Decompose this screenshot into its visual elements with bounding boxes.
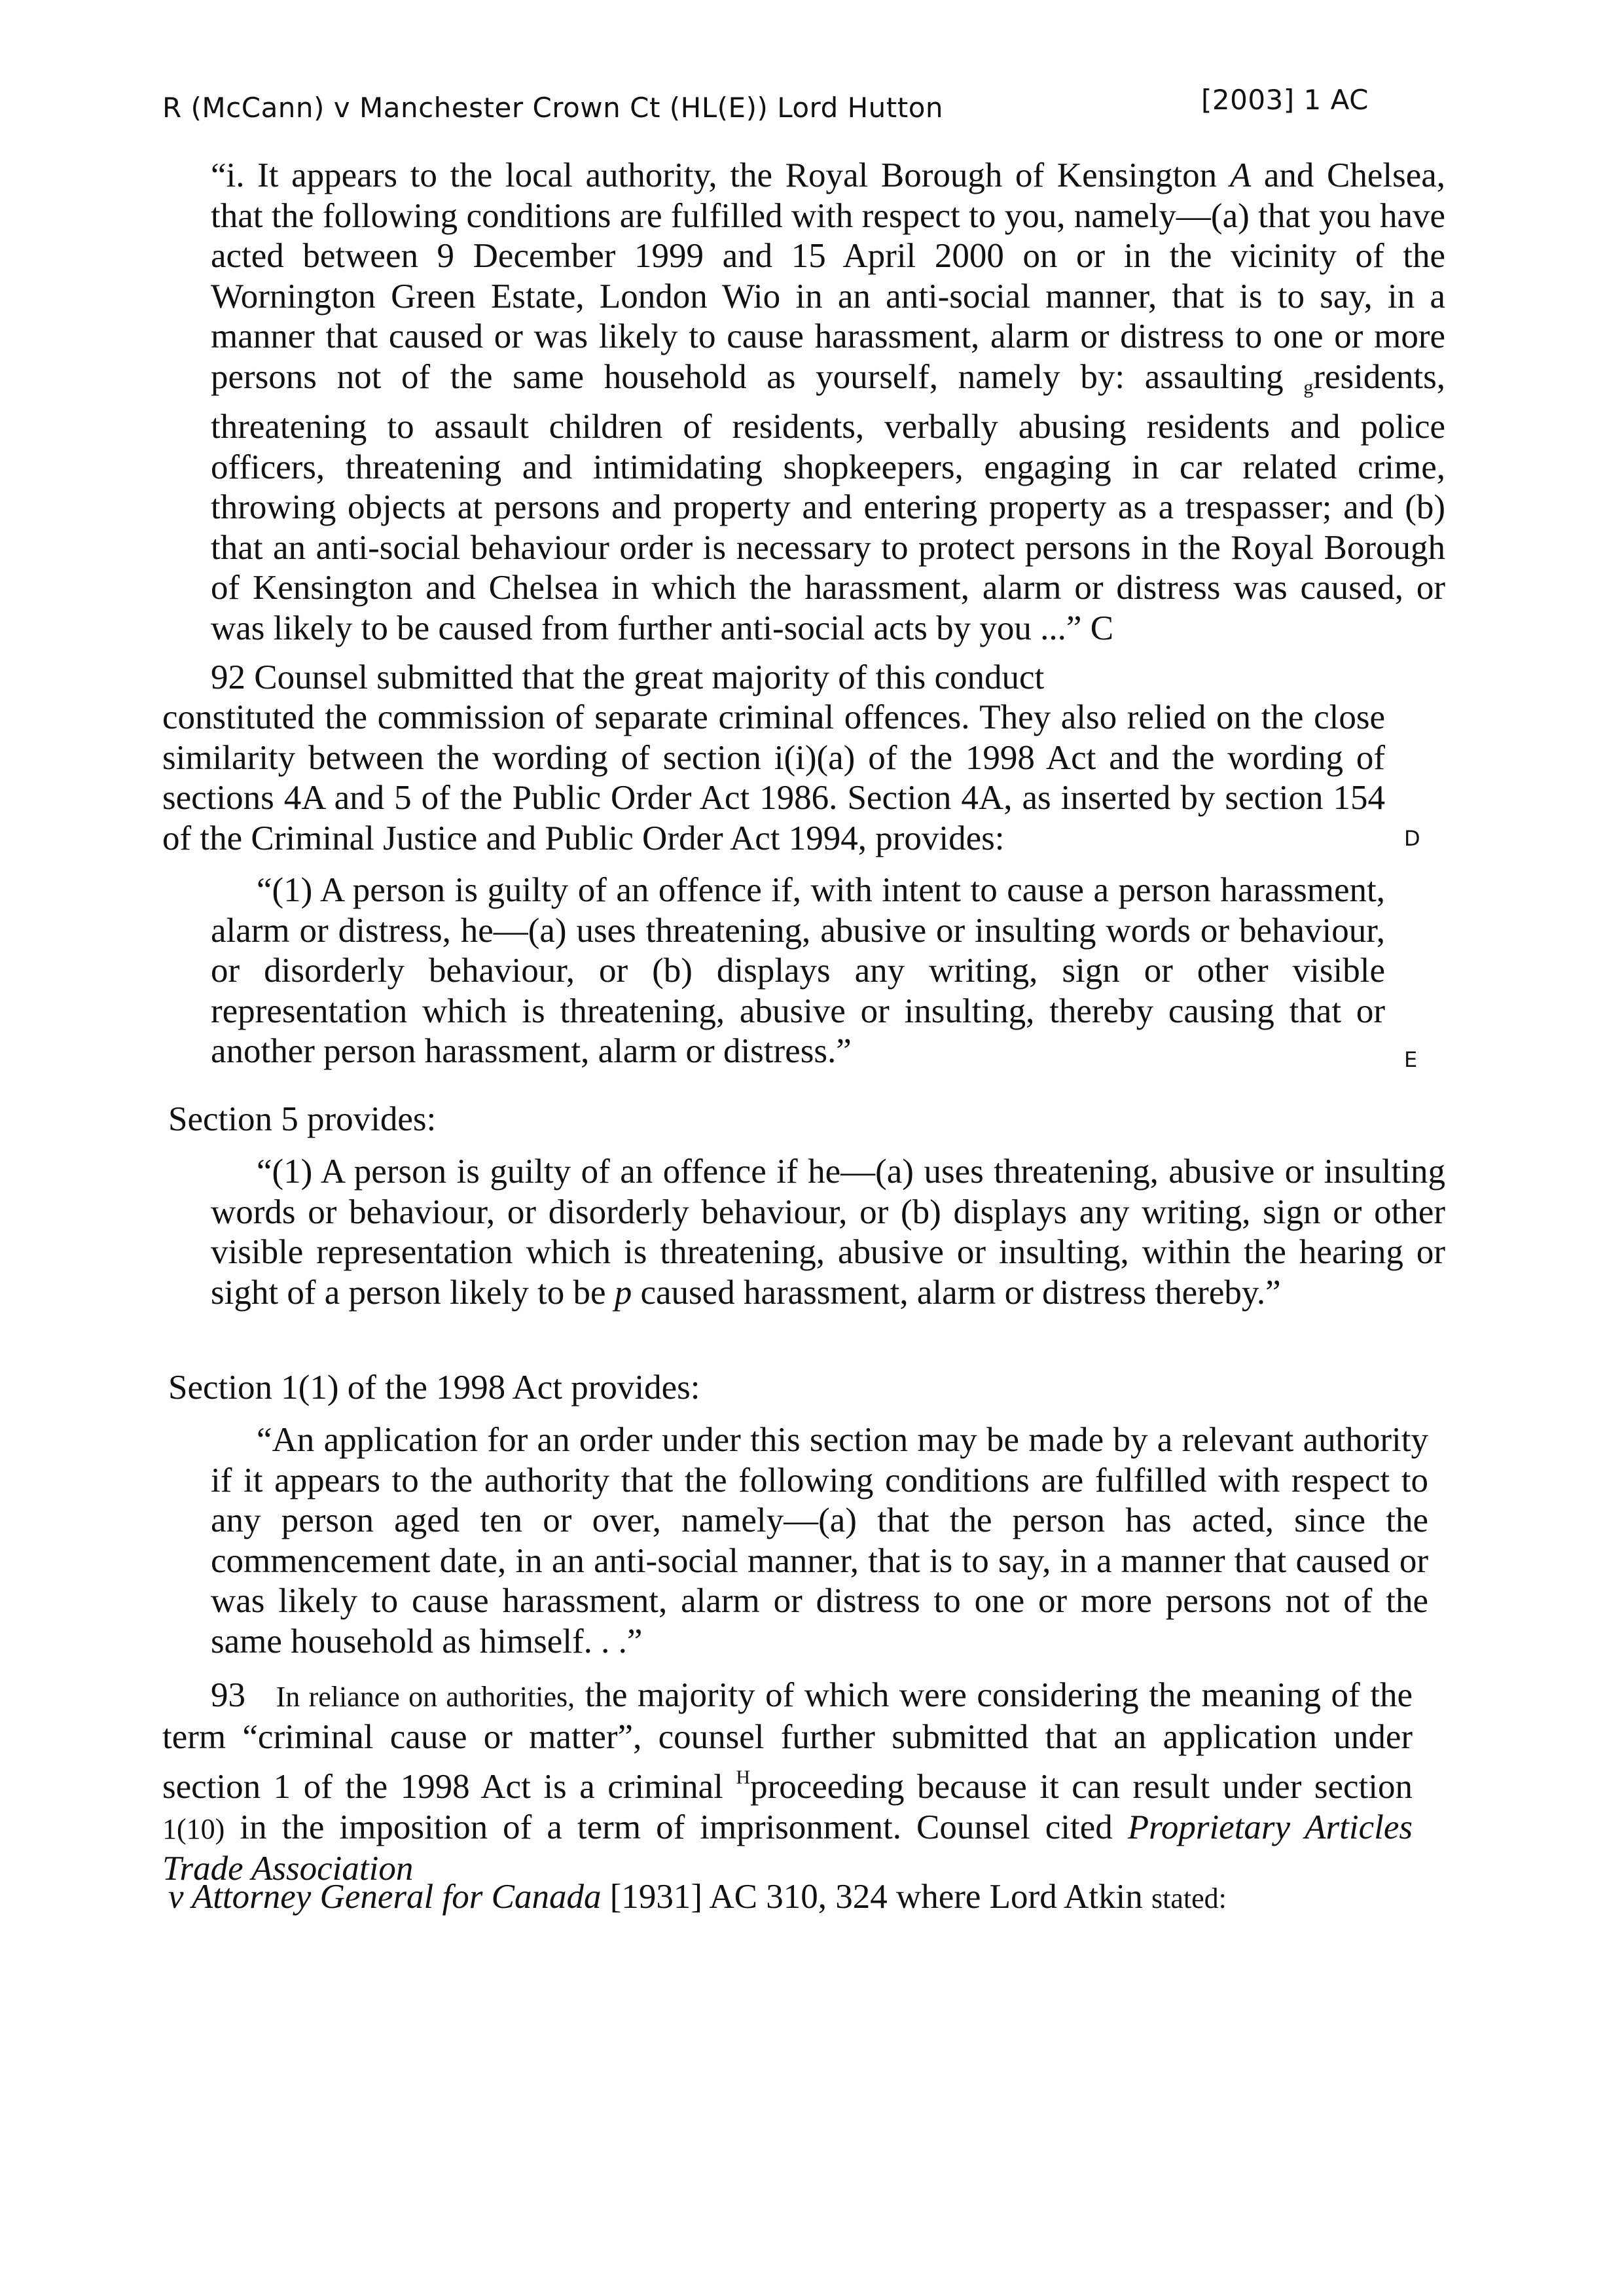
para-93-stated: stated:	[1151, 1882, 1227, 1914]
margin-marker-b: g	[1303, 376, 1314, 398]
section-5-quotation	[211, 1152, 1445, 1313]
section-5-text-1: “(1) A person is guilty of an offence if he—(a) uses threatening, abusive or insulting words or behaviour, or disorderly behaviour, or (b) displays any writing, sign or other visible representation which is threatening, abusive or insulting, within the hearing or sight of a person likely to be	[211, 1153, 1445, 1312]
margin-marker-p: p	[614, 1273, 632, 1312]
act-1998-quotation: “An application for an order under this section may be made by a relevant authority if it appears to the authority that the following conditions are fulfilled with respect to any person aged ten or over, namely—(a) that the person has acted, since the commencement date, in an anti-social manner, that is to say, in a manner that caused or was likely to cause harassment, alarm or distress to one or more persons not of the same household as himself. . .”	[211, 1421, 1428, 1660]
section-5-intro: Section 5 provides:	[168, 1100, 437, 1138]
notice-lead: “i. It appears to the local authority, the Royal Borough of Kensington	[211, 156, 1230, 194]
section-5-text-2: caused harassment, alarm or distress thereby.”	[632, 1273, 1281, 1312]
section-4a-quotation: “(1) A person is guilty of an offence if, with intent to cause a person harassment, alarm or distress, he—(a) uses threatening, abusive or insulting words or behaviour, or disorderly behaviour, or (b) displays any writing, sign or other visible representation which is threatening, abusive or insulting, thereby causing that or another person harassment, alarm or distress.”	[211, 871, 1385, 1070]
para-93-text-a: the majority of which were considering the meaning of the term “criminal cause or matter”, counsel further submitted that an application under section 1 of the 1998 Act is a criminal	[162, 1676, 1413, 1806]
para-93	[162, 1676, 1413, 1890]
para-93-text-c: in the imposition of a term of imprisonment. Counsel cited	[225, 1808, 1128, 1846]
notice-body-2: residents, threatening to assault children of residents, verbally abusing residents and police officers, threatening and intimidating shopkeepers, engaging in car related crime, throwing objects at persons and property and entering property as a trespasser; and (b) that an anti-social behaviour order is necessary to protect persons in the Royal Borough of Kensington and Chelsea in which the harassment, alarm or distress was caused, or was likely to be caused from further anti-social acts by you ...” C	[211, 357, 1445, 647]
margin-letter-d: D	[1404, 826, 1420, 851]
para-93-case-name: Proprietary Articles Trade Association	[162, 1808, 1413, 1888]
citation: [2003] 1 AC	[1201, 84, 1369, 116]
para-93-case-party: v Attorney General for Canada	[168, 1878, 602, 1916]
margin-marker-a: A	[1229, 156, 1252, 194]
para-93-citation-text: [1931] AC 310, 324 where Lord Atkin	[601, 1878, 1151, 1916]
notice-quotation	[211, 156, 1445, 649]
notice-body-1: and Chelsea, that the following conditions are fulfilled with respect to you, namely—(a) that you have acted between 9 December 1999 and 15 April 2000 on or in the vicinity of the Wornington Green Estate, London Wio in an anti-social manner, that is to say, in a manner that caused or was likely to cause harassment, alarm or distress to one or more persons not of the same household as yourself, namely by: assaulting	[211, 156, 1445, 396]
margin-letter-e: E	[1404, 1047, 1418, 1072]
running-title: R (McCann) v Manchester Crown Ct (HL(E)) Lord Hutton	[162, 92, 944, 124]
para-93-text-b: proceeding because it can result under section	[750, 1768, 1413, 1806]
para-93-citation-line	[168, 1877, 1227, 1919]
para-93-small-start: In reliance on authorities,	[276, 1681, 575, 1713]
margin-marker-h: H	[736, 1767, 751, 1788]
para-92-first-line: 92 Counsel submitted that the great majority of this conduct	[211, 658, 1045, 696]
section-1-intro: Section 1(1) of the 1998 Act provides:	[168, 1369, 700, 1407]
para-92-body: constituted the commission of separate criminal offences. They also relied on the close similarity between the wording of section i(i)(a) of the 1998 Act and the wording of sections 4A and 5 of the Public Order Act 1986. Section 4A, as inserted by section 154 of the Criminal Justice and Public Order Act 1994, provides:	[162, 698, 1385, 857]
para-93-section-ref: 1(10)	[162, 1812, 225, 1845]
para-93-number: 93	[211, 1676, 245, 1714]
